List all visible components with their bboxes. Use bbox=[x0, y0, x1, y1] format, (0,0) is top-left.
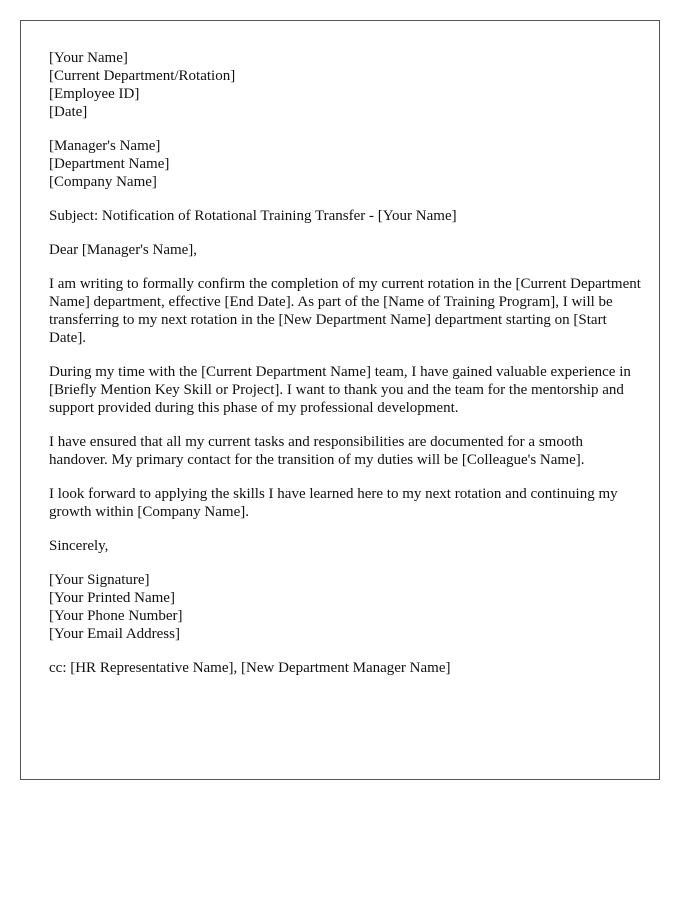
letter-page bbox=[20, 20, 660, 780]
recipient-company: [Company Name] bbox=[49, 174, 157, 190]
recipient-department: [Department Name] bbox=[49, 156, 170, 172]
letter-date: [Date] bbox=[49, 104, 88, 120]
printed-name: [Your Printed Name] bbox=[49, 590, 175, 606]
recipient-block bbox=[49, 137, 645, 191]
recipient-name: [Manager's Name] bbox=[49, 138, 161, 154]
sender-employee-id: [Employee ID] bbox=[49, 86, 140, 102]
cc-line: cc: [HR Representative Name], [New Department Manager Name] bbox=[49, 660, 451, 676]
body-paragraph-3: I have ensured that all my current tasks and responsibilities are documented for a smooth handover. My primary contact for the transition of my duties will be [Colleague's Name]. bbox=[49, 434, 585, 468]
subject-line: Subject: Notification of Rotational Training Transfer - [Your Name] bbox=[49, 208, 457, 224]
sender-block bbox=[49, 49, 645, 121]
sender-name: [Your Name] bbox=[49, 50, 128, 66]
signature-block bbox=[49, 571, 645, 643]
salutation: Dear [Manager's Name], bbox=[49, 242, 198, 258]
letter-body bbox=[49, 49, 645, 693]
body-paragraph-2: During my time with the [Current Department Name] team, I have gained valuable experience in [Briefly Mention Key Skill or Project]. I want to thank you and the team for the mentorship and support provided during this phase of my professional development. bbox=[49, 364, 631, 416]
signature-line: [Your Signature] bbox=[49, 572, 150, 588]
sender-department: [Current Department/Rotation] bbox=[49, 68, 236, 84]
closing: Sincerely, bbox=[49, 538, 109, 554]
phone-number: [Your Phone Number] bbox=[49, 608, 183, 624]
email-address: [Your Email Address] bbox=[49, 626, 180, 642]
body-paragraph-1: I am writing to formally confirm the completion of my current rotation in the [Current Department Name] department, effective [End Date]. As part of the [Name of Training Program], I will be transferring to my next rotation in the [New Department Name] department starting on [Start Date]. bbox=[49, 276, 641, 346]
body-paragraph-4: I look forward to applying the skills I have learned here to my next rotation and continuing my growth within [Company Name]. bbox=[49, 486, 618, 520]
